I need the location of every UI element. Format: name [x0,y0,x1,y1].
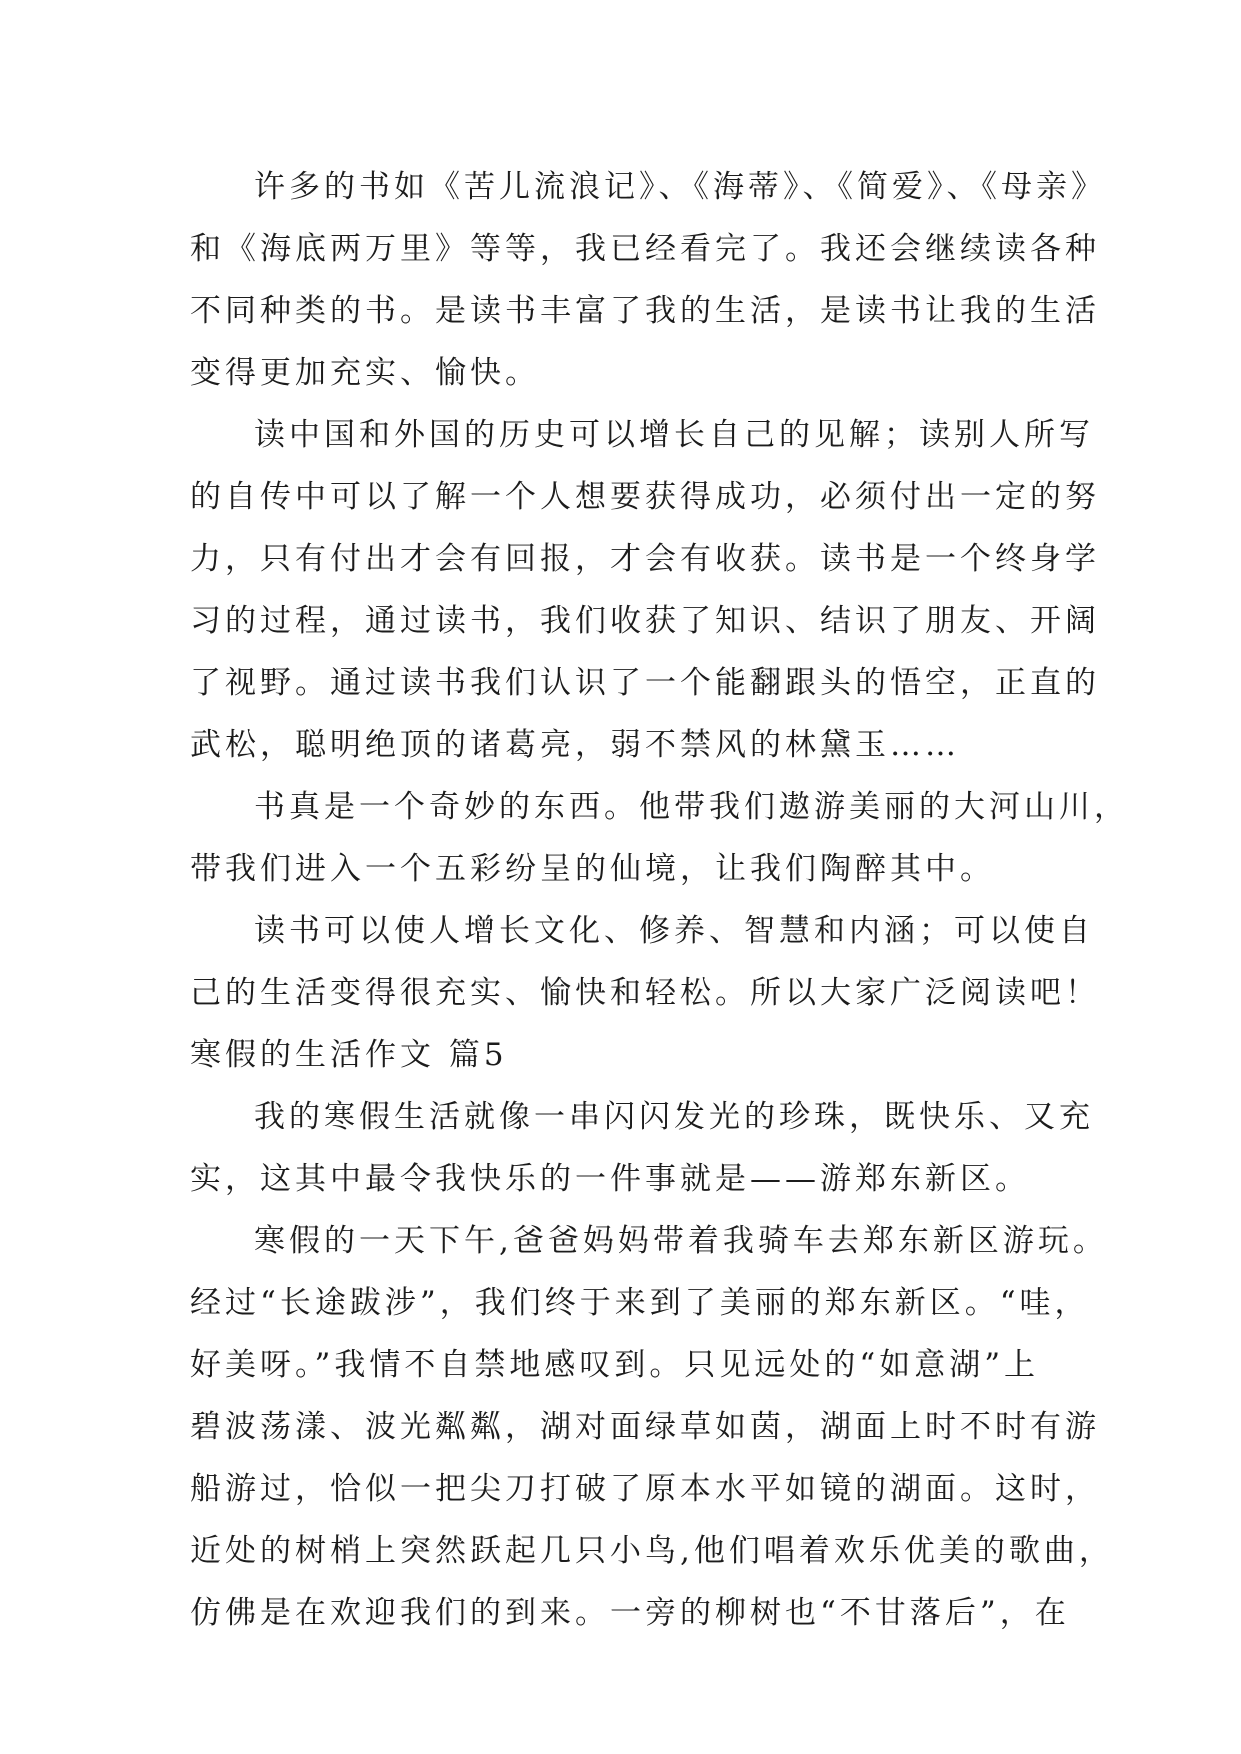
paragraph-line: 经过“长途跋涉”，我们终于来到了美丽的郑东新区。“哇， [190,1285,1090,1321]
section-heading: 寒假的生活作文 篇5 [190,1037,508,1073]
paragraph-line: 武松，聪明绝顶的诸葛亮，弱不禁风的林黛玉…… [190,727,960,763]
paragraph-line: 己的生活变得很充实、愉快和轻松。所以大家广泛阅读吧！ [190,975,1100,1011]
paragraph-line: 读书可以使人增长文化、修养、智慧和内涵；可以使自 [254,913,1094,949]
paragraph-line: 带我们进入一个五彩纷呈的仙境，让我们陶醉其中。 [190,851,995,887]
paragraph-line: 了视野。通过读书我们认识了一个能翻跟头的悟空，正直的 [190,665,1100,701]
paragraph-line: 船游过，恰似一把尖刀打破了原本水平如镜的湖面。这时， [190,1471,1100,1507]
paragraph-line: 书真是一个奇妙的东西。他带我们遨游美丽的大河山川， [254,789,1129,825]
document-body [190,156,1129,1644]
paragraph-line: 许多的书如《苦儿流浪记》、《海蒂》、《简爱》、《母亲》 [254,169,1106,205]
paragraph-line: 近处的树梢上突然跃起几只小鸟,他们唱着欢乐优美的歌曲， [190,1533,1114,1569]
paragraph-line: 我的寒假生活就像一串闪闪发光的珍珠，既快乐、又充 [254,1099,1094,1135]
paragraph-line: 好美呀。”我情不自禁地感叹到。只见远处的“如意湖”上 [190,1347,1040,1383]
paragraph-line: 的自传中可以了解一个人想要获得成功，必须付出一定的努 [190,479,1100,515]
paragraph-line: 碧波荡漾、波光粼粼，湖对面绿草如茵，湖面上时不时有游 [190,1409,1100,1445]
paragraph-line: 习的过程，通过读书，我们收获了知识、结识了朋友、开阔 [190,603,1100,639]
paragraph-line: 读中国和外国的历史可以增长自己的见解；读别人所写 [254,417,1094,453]
paragraph-line: 寒假的一天下午,爸爸妈妈带着我骑车去郑东新区游玩。 [254,1223,1108,1259]
paragraph-line: 力，只有付出才会有回报，才会有收获。读书是一个终身学 [190,541,1100,577]
paragraph-line: 和《海底两万里》等等，我已经看完了。我还会继续读各种 [190,231,1100,267]
paragraph-line: 实，这其中最令我快乐的一件事就是——游郑东新区。 [190,1161,1030,1197]
paragraph-line: 仿佛是在欢迎我们的到来。一旁的柳树也“不甘落后”，在 [190,1595,1070,1631]
paragraph-line: 变得更加充实、愉快。 [190,355,540,391]
paragraph-line: 不同种类的书。是读书丰富了我的生活，是读书让我的生活 [190,293,1100,329]
